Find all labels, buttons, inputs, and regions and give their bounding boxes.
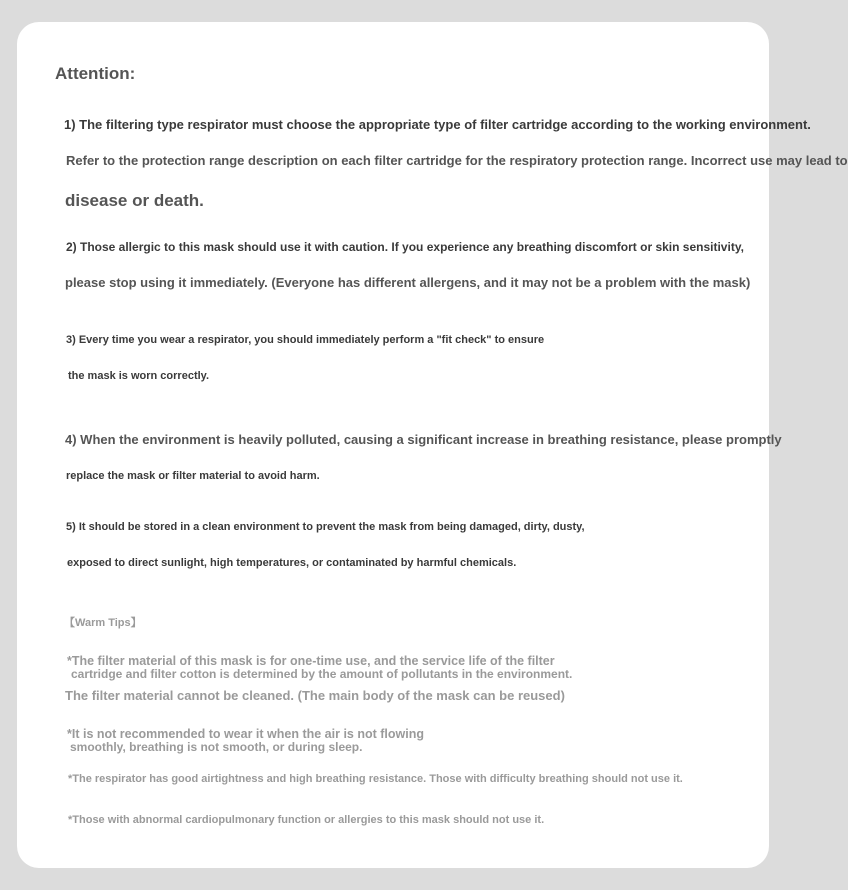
item-3-line-1: 3) Every time you wear a respirator, you should immediately perform a "fit check" to ensure bbox=[66, 334, 545, 346]
tip-2-line-1: *It is not recommended to wear it when the air is not flowing bbox=[67, 727, 424, 741]
tip-3: *The respirator has good airtightness and high breathing resistance. Those with difficulty breathing should not use it. bbox=[68, 773, 683, 785]
tip-1-line-3: The filter material cannot be cleaned. (The main body of the mask can be reused) bbox=[65, 688, 565, 703]
item-3-line-2: the mask is worn correctly. bbox=[68, 370, 210, 382]
tip-1-line-1: *The filter material of this mask is for one-time use, and the service life of the filter bbox=[67, 654, 555, 668]
attention-card bbox=[17, 22, 848, 868]
item-2-line-1: 2) Those allergic to this mask should use it with caution. If you experience any breathing discomfort or skin sensitivity, bbox=[66, 240, 744, 254]
item-5-line-1: 5) It should be stored in a clean environment to prevent the mask from being damaged, dirty, dusty, bbox=[66, 521, 585, 533]
item-1-line-3: disease or death. bbox=[65, 191, 204, 210]
attention-title: Attention: bbox=[55, 64, 136, 83]
item-5-line-2: exposed to direct sunlight, high temperatures, or contaminated by harmful chemicals. bbox=[67, 557, 517, 569]
item-4-line-2: replace the mask or filter material to avoid harm. bbox=[66, 470, 320, 482]
tip-4: *Those with abnormal cardiopulmonary function or allergies to this mask should not use it. bbox=[68, 814, 545, 826]
item-1-line-2: Refer to the protection range description on each filter cartridge for the respiratory protection range. Incorrect use may lead to bbox=[66, 153, 848, 168]
item-2-line-2: please stop using it immediately. (Everyone has different allergens, and it may not be a problem with the mask) bbox=[65, 275, 751, 290]
item-1-line-1: 1) The filtering type respirator must choose the appropriate type of filter cartridge according to the working environment. bbox=[64, 117, 811, 132]
warm-tips-heading: 【Warm Tips】 bbox=[64, 617, 142, 629]
tip-1-line-2: cartridge and filter cotton is determined by the amount of pollutants in the environment. bbox=[71, 667, 573, 681]
tip-2-line-2: smoothly, breathing is not smooth, or during sleep. bbox=[70, 740, 363, 754]
item-4-line-1: 4) When the environment is heavily polluted, causing a significant increase in breathing resistance, please promptly bbox=[65, 432, 782, 447]
